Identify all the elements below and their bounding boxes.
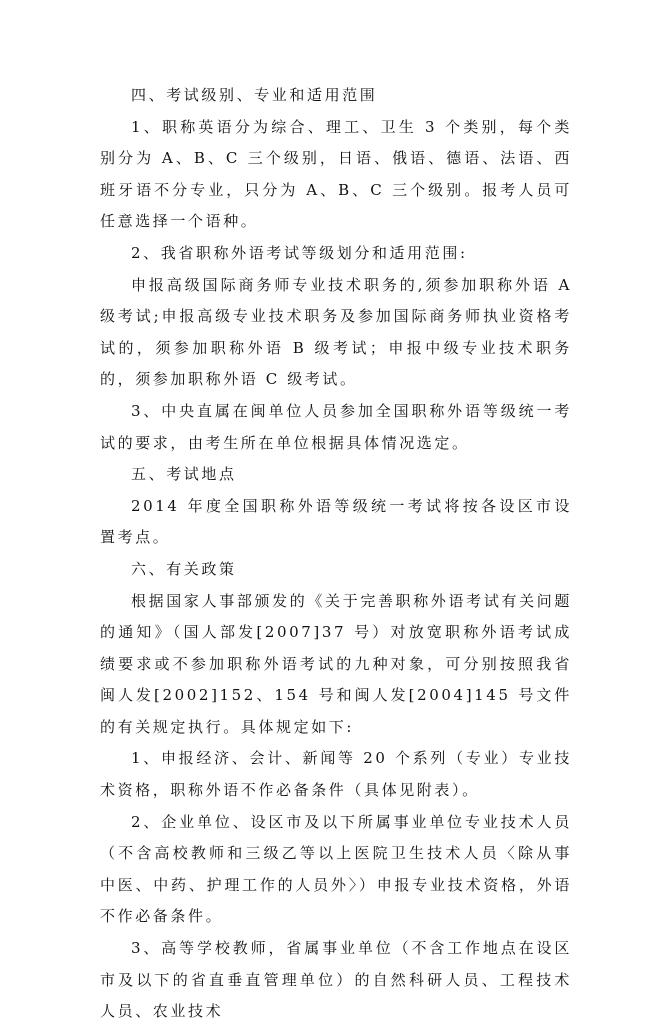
paragraph-central-units: 3、中央直属在闽单位人员参加全国职称外语等级统一考试的要求，由考生所在单位根据具体情况选定。	[100, 401, 572, 452]
section-heading-exam-location: 五、考试地点	[131, 465, 237, 484]
paragraph-policy-basis: 根据国家人事部颁发的《关于完善职称外语考试有关问题的通知》（国人部发[2007]37 号）对放宽职称外语考试成绩要求或不参加职称外语考试的九种对象，可分别按照我省闽人发[2002]152、154 号和闽人发[2004]145 号文件的有关规定执行。具体规定如下:	[100, 591, 572, 736]
paragraph-level-requirements: 申报高级国际商务师专业技术职务的,须参加职称外语 A 级考试;申报高级专业技术职务及参加国际商务师执业资格考试的，须参加职称外语 B 级考试；申报中级专业技术职务的，须参加职称外语 C 级考试。	[100, 275, 572, 389]
section-heading-exam-levels: 四、考试级别、专业和适用范围	[131, 86, 378, 104]
document-page	[100, 80, 572, 1028]
paragraph-policy-item-2: 2、企业单位、设区市及以下所属事业单位专业技术人员（不含高校教师和三级乙等以上医院卫生技术人员〈除从事中医、中药、护理工作的人员外〉）申报专业技术资格，外语不作必备条件。	[100, 812, 572, 926]
paragraph-exam-location: 2014 年度全国职称外语等级统一考试将按各设区市设置考点。	[100, 496, 572, 547]
paragraph-policy-item-3: 3、高等学校教师，省属事业单位（不含工作地点在设区市及以下的省直垂直管理单位）的自然科研人员、工程技术人员、农业技术	[100, 939, 572, 1021]
paragraph-province-levels-intro: 2、我省职称外语考试等级划分和适用范围:	[131, 243, 468, 262]
section-heading-policies: 六、有关政策	[131, 559, 237, 578]
paragraph-english-categories: 1、职称英语分为综合、理工、卫生 3 个类别，每个类别分为 A、B、C 三个级别，日语、俄语、德语、法语、西班牙语不分专业，只分为 A、B、C 三个级别。报考人员可任意选择一个语种。	[100, 117, 572, 231]
paragraph-policy-item-1: 1、申报经济、会计、新闻等 20 个系列（专业）专业技术资格，职称外语不作必备条件（具体见附表）。	[100, 749, 572, 800]
